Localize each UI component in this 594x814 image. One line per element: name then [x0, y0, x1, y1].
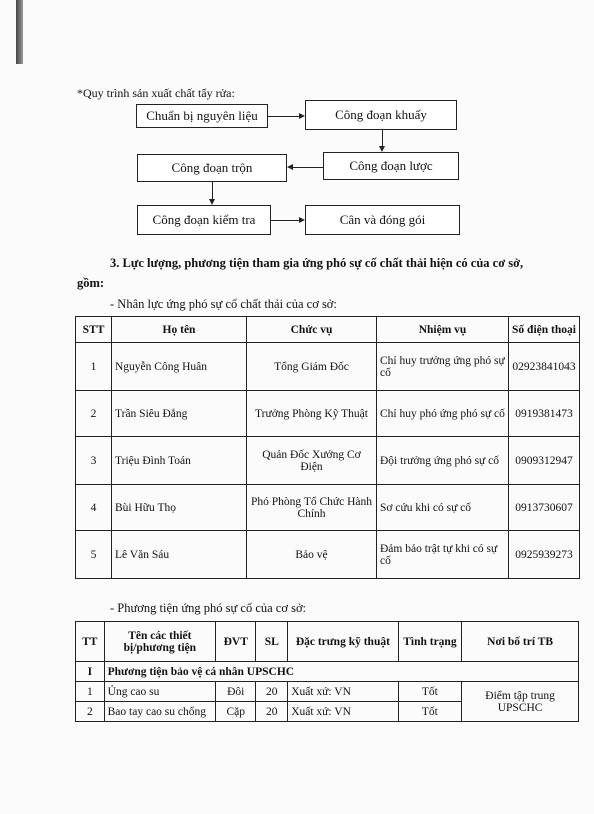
flow-arrow-2-3: [382, 130, 383, 146]
cell-duty: Sơ cứu khi có sự cố: [377, 485, 509, 531]
cell-duty: Chỉ huy trưởng ứng phó sự cố: [377, 343, 509, 391]
cell-unit: Cặp: [216, 702, 256, 722]
header-qty: SL: [256, 622, 288, 662]
cell-phone: 0909312947: [509, 437, 580, 485]
flow-step-mix: Công đoạn trộn: [137, 154, 287, 182]
cell-stt: 3: [76, 437, 112, 485]
personnel-header-row: [76, 317, 580, 343]
personnel-caption: - Nhân lực ứng phó sự cố chất thải của cơ sở:: [110, 297, 337, 311]
cell-tt: 2: [76, 702, 105, 722]
cell-phone: 0925939273: [509, 531, 580, 579]
cell-name: Bùi Hữu Thọ: [112, 485, 247, 531]
cell-stt: 2: [76, 391, 112, 437]
header-position: Chức vụ: [247, 317, 377, 343]
cell-stt: 5: [76, 531, 112, 579]
cell-status: Tốt: [398, 702, 462, 722]
cell-stt: 1: [76, 343, 112, 391]
cell-phone: 0913730607: [509, 485, 580, 531]
cell-phone: 0919381473: [509, 391, 580, 437]
equipment-table: [75, 621, 579, 722]
cell-name: Nguyễn Công Huân: [112, 343, 247, 391]
header-phone: Số điện thoại: [509, 317, 580, 343]
scan-edge-mark: [16, 0, 23, 64]
section-3-heading-line2: gồm:: [77, 276, 105, 290]
cell-unit: Đôi: [216, 682, 256, 702]
table-row: [76, 343, 580, 391]
flow-arrowhead-5-6: [299, 217, 305, 223]
cell-group-label: Phương tiện bảo vệ cá nhân UPSCHC: [104, 662, 578, 682]
cell-name: Lê Văn Sáu: [112, 531, 247, 579]
cell-qty: 20: [256, 682, 288, 702]
flow-arrowhead-3-4: [287, 164, 293, 170]
flow-arrow-1-2: [268, 116, 299, 117]
cell-duty: Đảm bảo trật tự khi có sự cố: [377, 531, 509, 579]
cell-tt: 1: [76, 682, 105, 702]
cell-qty: 20: [256, 702, 288, 722]
cell-location: Điểm tập trung UPSCHC: [462, 682, 579, 722]
header-stt: STT: [76, 317, 112, 343]
header-name: Họ tên: [112, 317, 247, 343]
header-spec: Đặc trưng kỹ thuật: [288, 622, 398, 662]
cell-position: Phó Phòng Tổ Chức Hành Chính: [247, 485, 377, 531]
header-duty: Nhiệm vụ: [377, 317, 509, 343]
table-row: [76, 391, 580, 437]
equipment-caption: - Phương tiện ứng phó sự cố của cơ sở:: [110, 601, 307, 615]
flow-step-stir: Công đoạn khuấy: [305, 100, 457, 130]
flow-step-pack: Cân và đóng gói: [305, 205, 460, 235]
table-row: [76, 485, 580, 531]
flow-arrowhead-4-5: [209, 199, 215, 205]
cell-duty: Chỉ huy phó ứng phó sự cố: [377, 391, 509, 437]
flow-step-strain: Công đoạn lược: [323, 152, 459, 180]
cell-spec: Xuất xứ: VN: [288, 702, 398, 722]
section-3-heading: [110, 256, 550, 271]
flow-arrowhead-1-2: [299, 113, 305, 119]
flow-arrow-4-5: [212, 182, 213, 199]
cell-equipment-name: Ủng cao su: [104, 682, 215, 702]
header-equipment-name: Tên các thiết bị/phương tiện: [104, 622, 215, 662]
header-tt: TT: [76, 622, 105, 662]
cell-spec: Xuất xứ: VN: [288, 682, 398, 702]
table-row: [76, 531, 580, 579]
flow-arrow-3-4: [293, 167, 323, 168]
cell-name: Trần Siêu Đẳng: [112, 391, 247, 437]
personnel-table: [75, 316, 580, 579]
flow-step-prepare: Chuẩn bị nguyên liệu: [136, 104, 268, 128]
cell-status: Tốt: [398, 682, 462, 702]
equipment-header-row: [76, 622, 579, 662]
cell-phone: 02923841043: [509, 343, 580, 391]
cell-duty: Đội trưởng ứng phó sự cố: [377, 437, 509, 485]
cell-stt: 4: [76, 485, 112, 531]
cell-position: Tổng Giám Đốc: [247, 343, 377, 391]
cell-position: Trưởng Phòng Kỹ Thuật: [247, 391, 377, 437]
flow-step-inspect: Công đoạn kiểm tra: [137, 205, 271, 235]
cell-name: Triệu Đình Toán: [112, 437, 247, 485]
cell-group-id: I: [76, 662, 105, 682]
table-row: [76, 682, 579, 702]
header-status: Tình trạng: [398, 622, 462, 662]
process-title: *Quy trình sản xuất chất tẩy rửa:: [77, 86, 235, 100]
section-3-heading-line1: 3. Lực lượng, phương tiện tham gia ứng phó sự cố chất thải hiện có của cơ sở,: [110, 256, 524, 270]
table-row: [76, 437, 580, 485]
cell-equipment-name: Bao tay cao su chống: [104, 702, 215, 722]
equipment-group-row: [76, 662, 579, 682]
cell-position: Quản Đốc Xưởng Cơ Điện: [247, 437, 377, 485]
header-location: Nơi bố trí TB: [462, 622, 579, 662]
cell-position: Bảo vệ: [247, 531, 377, 579]
flow-arrowhead-2-3: [379, 146, 385, 152]
flow-arrow-5-6: [271, 220, 299, 221]
header-unit: ĐVT: [216, 622, 256, 662]
